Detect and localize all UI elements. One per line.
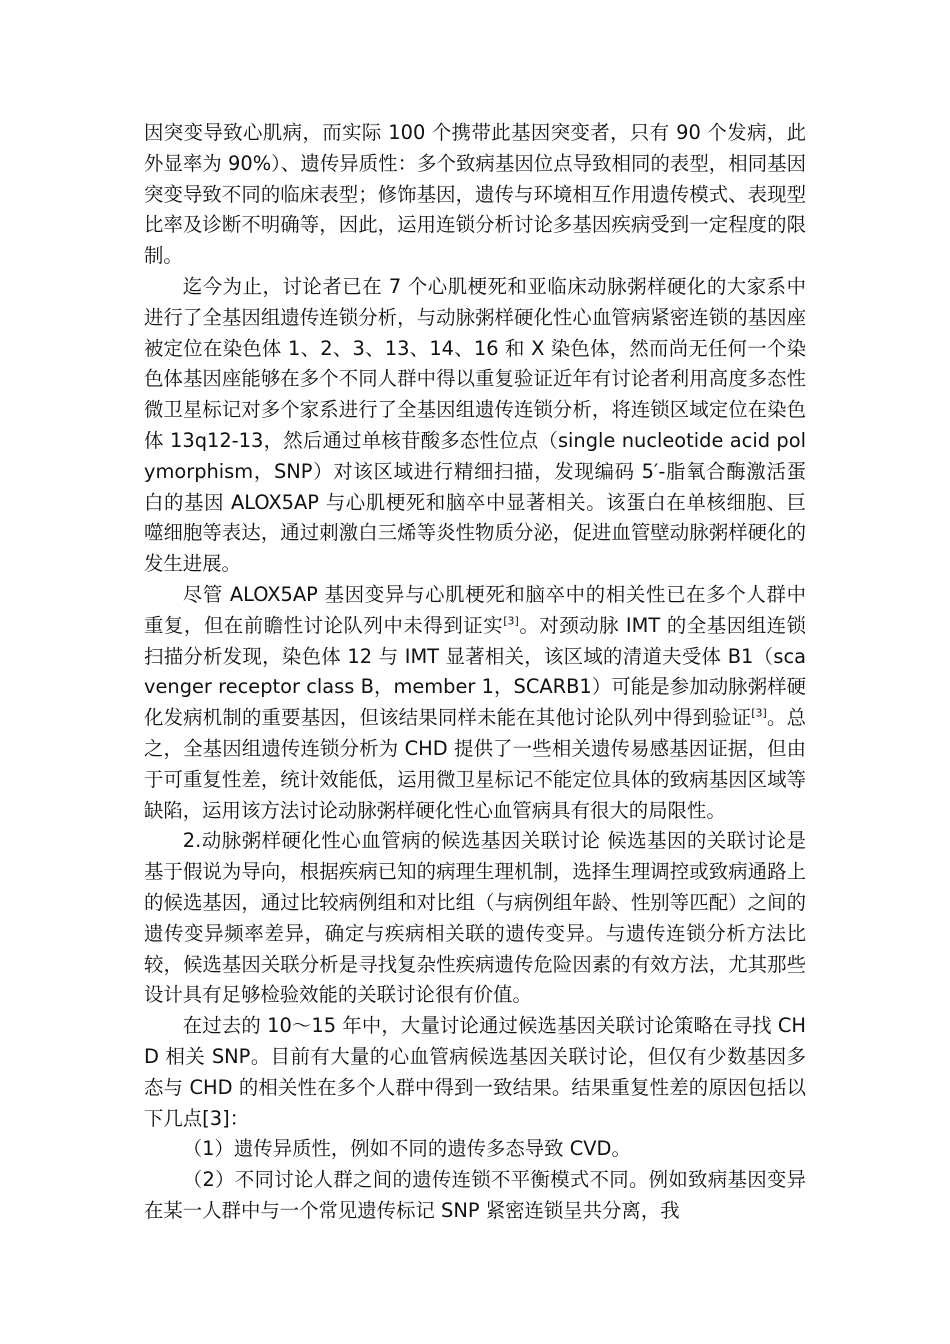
- paragraph-alox5ap: [144, 580, 806, 826]
- paragraph-linkage-analysis: 迄今为止，讨论者已在 7 个心肌梗死和亚临床动脉粥样硬化的大家系中进行了全基因组遗传连锁分析，与动脉粥样硬化性心血管病紧密连锁的基因座被定位在染色体 1、2、3、13、14、16 和 X 染色体，然而尚无任何一个染色体基因座能够在多个不同人群中得以重复验证近年有讨论者利用高度多态性微卫星标记对多个家系进行了全基因组遗传连锁分析，将连锁区域定位在染色体 13q12-13，然后通过单核苷酸多态性位点（single nucleotide acid polymorphism，SNP）对该区域进行精细扫描，发现编码 5′-脂氧合酶激活蛋白的基因 ALOX5AP 与心肌梗死和脑卒中显著相关。该蛋白在单核细胞、巨噬细胞等表达，通过刺激白三烯等炎性物质分泌，促进血管壁动脉粥样硬化的发生进展。: [144, 274, 806, 576]
- list-item-2: （2）不同讨论人群之间的遗传连锁不平衡模式不同。例如致病基因变异在某一人群中与一个常见遗传标记 SNP 紧密连锁呈共分离，我: [144, 1168, 806, 1222]
- paragraph-alox5ap-part-a: 尽管 ALOX5AP 基因变异与心肌梗死和脑卒中的相关性已在多个人群中重复，但在前瞻性讨论队列中未得到证实: [144, 582, 806, 637]
- paragraph-past-years: 在过去的 10～15 年中，大量讨论通过候选基因关联讨论策略在寻找 CHD 相关 SNP。目前有大量的心血管病候选基因关联讨论，但仅有少数基因多态与 CHD 的相关性在多个人群中得到一致结果。结果重复性差的原因包括以下几点[3]：: [144, 1014, 806, 1130]
- paragraph-alox5ap-part-b: 。对颈动脉 IMT 的全基因组连锁扫描分析发现，染色体 12 与 IMT 显著相关，该区域的清道夫受体 B1（scavenger receptor class B，member 1，SCARB1）可能是参加动脉粥样硬化发病机制的重要基因，但该结果同样未能在其他讨论队列中得到验证: [144, 613, 807, 730]
- paragraph-candidate-gene: 2.动脉粥样硬化性心血管病的候选基因关联讨论 候选基因的关联讨论是基于假说为导向，根据疾病已知的病理生理机制，选择生理调控或致病通路上的候选基因，通过比较病例组和对比组（与病例组年龄、性别等匹配）之间的遗传变异频率差异，确定与疾病相关联的遗传变异。与遗传连锁分析方法比较，候选基因关联分析是寻找复杂性疾病遗传危险因素的有效方法，尤其那些设计具有足够检验效能的关联讨论很有价值。: [144, 829, 806, 1007]
- paragraph-penetrance: 因突变导致心肌病，而实际 100 个携带此基因突变者，只有 90 个发病，此外显率为 90%）、遗传异质性：多个致病基因位点导致相同的表型，相同基因突变导致不同的临床表型；修饰基因，遗传与环境相互作用遗传模式、表现型比率及诊断不明确等，因此，运用连锁分析讨论多基因疾病受到一定程度的限制。: [144, 121, 806, 268]
- document-page: [144, 118, 806, 1227]
- paragraph-alox5ap-part-c: 。总之，全基因组遗传连锁分析为 CHD 提供了一些相关遗传易感基因证据，但由于可重复性差，统计效能低，运用微卫星标记不能定位具体的致病基因区域等缺陷，运用该方法讨论动脉粥样硬化性心血管病具有很大的局限性。: [144, 706, 807, 822]
- citation-ref: [3]: [751, 706, 767, 720]
- list-item-1: （1）遗传异质性，例如不同的遗传多态导致 CVD。: [182, 1137, 631, 1161]
- citation-ref: [3]: [503, 614, 519, 628]
